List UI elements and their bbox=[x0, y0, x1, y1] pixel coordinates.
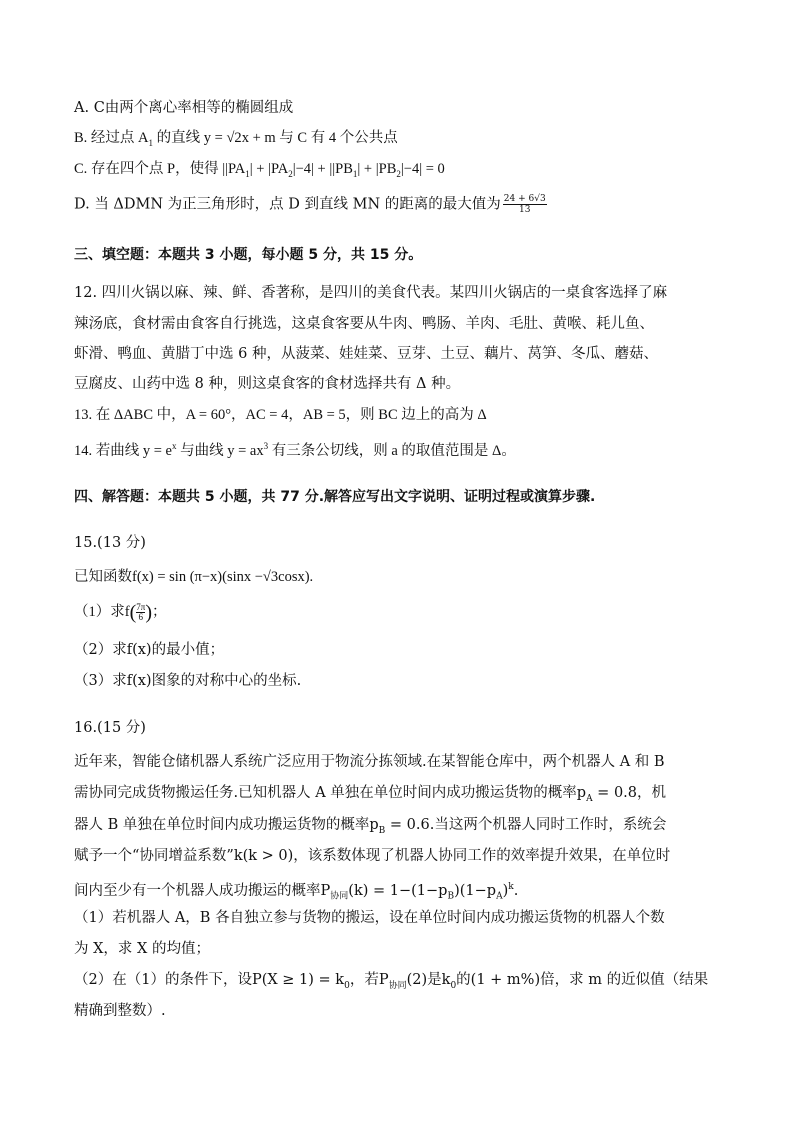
q16-line-1: 近年来，智能仓储机器人系统广泛应用于物流分拣领域.在某智能仓库中，两个机器人 A 和 B bbox=[74, 754, 665, 770]
option-c: C. 存在四个点 P，使得 $||PA_1| + |PA_2|-4| + ||PB_1| + |PB_2|-4| = 0$ bbox=[74, 161, 445, 179]
q12-line-1: 12. 四川火锅以麻、辣、鲜、香著称，是四川的美食代表。某四川火锅店的一桌食客选择了麻 bbox=[74, 285, 668, 301]
q12-line-3: 虾滑、鸭血、黄腊丁中选 6 种，从菠菜、娃娃菜、豆芽、土豆、藕片、莴笋、冬瓜、蘑菇、 bbox=[74, 346, 658, 362]
q16-part-2-line-1: （2）在（1）的条件下，设$P(X \ge 1) = k_0$，若$P_{协同}(2)$是$k_0$的(1 + m%)倍，求 m 的近似值（结果 bbox=[74, 972, 709, 991]
q16-part-1-line-2: 为 X，求 X 的均值； bbox=[74, 941, 210, 957]
q12-line-2: 辣汤底，食材需由食客自行挑选，这桌食客要从牛肉、鸭肠、羊肉、毛肚、黄喉、耗儿鱼、 bbox=[74, 316, 654, 332]
q15-title: 15.(13 分) bbox=[74, 535, 146, 551]
q15-part-2: （2）求f(x)的最小值； bbox=[74, 642, 225, 658]
q16-line-5: 间内至少有一个机器人成功搬运的概率$P_{协同}(k) = 1-(1-p_B)(1-p_A)^k$. bbox=[74, 882, 519, 902]
option-d: D. 当 ΔDMN 为正三角形时，点 D 到直线 MN 的距离的最大值为 $\frac{24 + 6√3}{13}$ bbox=[74, 194, 546, 215]
q16-part-2-line-2: 精确到整数）. bbox=[74, 1003, 166, 1019]
q16-line-3: 器人 B 单独在单位时间内成功搬运货物的概率$p_B = 0.6$.当这两个机器人同时工作时，系统会 bbox=[74, 817, 667, 836]
section-4-heading: 四、解答题：本题共 5 小题，共 77 分.解答应写出文字说明、证明过程或演算步骤. bbox=[74, 489, 596, 505]
option-a: A. C由两个离心率相等的椭圆组成 bbox=[74, 100, 294, 116]
q16-line-4: 赋予一个“协同增益系数”k(k > 0)，该系数体现了机器人协同工作的效率提升效果，在单位时 bbox=[74, 848, 671, 864]
q13: 13. 在 ΔABC 中，A = 60°，AC = 4，AB = 5，则 BC 边上的高为 Δ bbox=[74, 407, 487, 423]
option-b: B. 经过点 $A_1$ 的直线 y = √2x + m 与 C 有 4 个公共点 bbox=[74, 130, 398, 148]
section-3-heading: 三、填空题：本题共 3 小题，每小题 5 分，共 15 分。 bbox=[74, 247, 423, 263]
q12-line-4: 豆腐皮、山药中选 8 种，则这桌食客的食材选择共有 Δ 种。 bbox=[74, 376, 461, 392]
q15-stem: 已知函数f(x) = sin (π−x)(sinx −√3cosx). bbox=[74, 569, 314, 585]
fraction: $\frac{24 + 6√3}{13}$ bbox=[503, 194, 546, 215]
q16-line-2: 需协同完成货物搬运任务.已知机器人 A 单独在单位时间内成功搬运货物的概率$p_A = 0.8$，机 bbox=[74, 785, 667, 804]
q15-part-1: （1）求f( $\frac{7\pi}{6}$)； bbox=[74, 601, 167, 624]
q15-part-3: （3）求f(x)图象的对称中心的坐标. bbox=[74, 673, 302, 689]
q14: 14. 若曲线 $y = e^x$ 与曲线 $y = ax^3$ 有三条公切线，则 a 的取值范围是 Δ。 bbox=[74, 441, 516, 459]
q16-title: 16.(15 分) bbox=[74, 720, 146, 736]
fraction: $\frac{7\pi}{6}$ bbox=[136, 602, 146, 623]
q16-part-1-line-1: （1）若机器人 A，B 各自独立参与货物的搬运，设在单位时间内成功搬运货物的机器人个数 bbox=[74, 910, 665, 926]
